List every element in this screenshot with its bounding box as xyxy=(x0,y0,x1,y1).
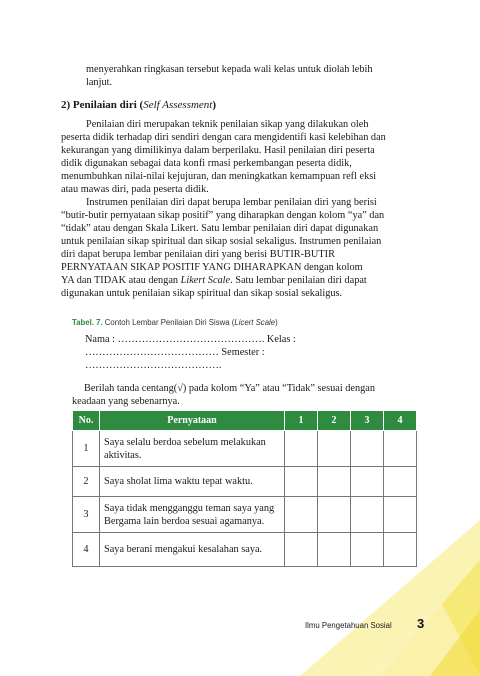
para1-line-1: Penilaian diri merupakan teknik penilaian sikap yang dilakukan oleh xyxy=(86,119,369,130)
para2-line-3: “tidak” atau dengan Skala Likert. Satu lembar penilaian diri dapat digunakan xyxy=(61,223,379,234)
para2-line-4: untuk penilaian sikap spiritual dan sikap sosial sekaligus. Instrumen penilaian xyxy=(61,236,382,247)
check-cell-2[interactable] xyxy=(318,467,351,497)
para1-line-6: atau mawas diri, pada peserta didik. xyxy=(61,184,209,195)
para2-line-1: Instrumen penilaian diri dapat berupa lembar penilaian diri yang berisi xyxy=(86,197,377,208)
check-cell-1[interactable] xyxy=(285,533,318,567)
row-statement: Saya tidak mengganggu teman saya yang Bergama lain berdoa sesuai agamanya. xyxy=(100,497,285,533)
check-cell-1[interactable] xyxy=(285,431,318,467)
row-statement: Saya selalu berdoa sebelum melakukan aktivitas. xyxy=(100,431,285,467)
instruction-line-2: keadaan yang sebenarnya. xyxy=(72,396,180,407)
header-scale-4: 4 xyxy=(384,411,417,431)
para2-line-7a: YA dan TIDAK atau dengan xyxy=(61,275,181,286)
table-caption xyxy=(72,318,278,327)
row-number: 1 xyxy=(73,431,100,467)
header-scale-2: 2 xyxy=(318,411,351,431)
para1-line-4: didik digunakan sebagai data konfi rmasi perkembangan peserta didik, xyxy=(61,158,352,169)
intro-paragraph xyxy=(86,63,416,89)
section-heading xyxy=(61,99,216,111)
table-row xyxy=(73,497,417,533)
header-scale-1: 1 xyxy=(285,411,318,431)
check-cell-4[interactable] xyxy=(384,431,417,467)
row-statement: Saya berani mengakui kesalahan saya. xyxy=(100,533,285,567)
table-caption-label: Tabel. 7. xyxy=(72,318,103,327)
header-scale-3: 3 xyxy=(351,411,384,431)
check-cell-1[interactable] xyxy=(285,497,318,533)
check-cell-2[interactable] xyxy=(318,533,351,567)
table-row xyxy=(73,467,417,497)
para2-line-6: PERNYATAAN SIKAP POSITIF YANG DIHARAPKAN dengan kolom xyxy=(61,262,363,273)
para1-line-5: menumbuhkan nilai-nilai kejujuran, dan meningkatkan kemampuan refl eksi xyxy=(61,171,377,182)
check-cell-3[interactable] xyxy=(351,467,384,497)
footer-page-number: 3 xyxy=(417,616,425,631)
header-statement: Pernyataan xyxy=(100,411,285,431)
row-number: 4 xyxy=(73,533,100,567)
table-header-row xyxy=(73,411,417,431)
footer-book-title: Ilmu Pengetahuan Sosial xyxy=(305,621,392,630)
check-cell-4[interactable] xyxy=(384,533,417,567)
check-cell-3[interactable] xyxy=(351,431,384,467)
check-cell-4[interactable] xyxy=(384,497,417,533)
section-heading-close: ) xyxy=(212,99,217,111)
table-row xyxy=(73,431,417,467)
para2-line-2: “butir-butir pernyataan sikap positif” yang diharapkan dengan kolom “ya” dan xyxy=(61,210,385,221)
check-cell-3[interactable] xyxy=(351,533,384,567)
intro-line-2: lanjut. xyxy=(86,77,113,88)
para1-line-2: peserta didik terhadap diri sendiri dengan cara mengidentifi kasi kelebihan dan xyxy=(61,132,386,143)
form-line-semester: ………………………………… Semester : xyxy=(85,347,265,358)
para2-likert-italic: Likert Scale xyxy=(180,275,231,286)
para2-line-7b: . Satu lembar penilaian diri dapat xyxy=(230,275,367,286)
check-cell-4[interactable] xyxy=(384,467,417,497)
table-caption-italic: Licert Scale xyxy=(234,318,276,327)
table-caption-text: Contoh Lembar Penilaian Diri Siswa ( xyxy=(102,318,235,327)
para2-line-5: diri dapat berupa lembar penilaian diri yang berisi BUTIR-BUTIR xyxy=(61,249,335,260)
self-assessment-table xyxy=(72,410,417,567)
para2-line-8: digunakan untuk penilaian sikap spiritual dan sikap sosial sekaligus. xyxy=(61,288,343,299)
paragraph-instrument xyxy=(61,196,417,300)
table-row xyxy=(73,533,417,567)
instruction-line-1: Berilah tanda centang(√) pada kolom “Ya” atau “Tidak” sesuai dengan xyxy=(84,383,376,394)
check-cell-1[interactable] xyxy=(285,467,318,497)
section-heading-italic: Self Assessment xyxy=(143,99,213,111)
intro-line-1: menyerahkan ringkasan tersebut kepada wali kelas untuk diolah lebih xyxy=(86,64,373,75)
form-line-name: Nama : ……………………………………. Kelas : xyxy=(85,334,296,345)
row-statement: Saya sholat lima waktu tepat waktu. xyxy=(100,467,285,497)
paragraph-self-assessment-definition xyxy=(61,118,417,196)
section-heading-number-title: 2) Penilaian diri ( xyxy=(61,99,144,111)
table-caption-close: ) xyxy=(275,318,278,327)
instruction-paragraph xyxy=(72,382,417,408)
identity-form xyxy=(85,333,415,372)
para1-line-3: kekurangan yang dimilikinya dalam berperilaku. Hasil penilaian diri peserta xyxy=(61,145,375,156)
header-no: No. xyxy=(73,411,100,431)
row-number: 3 xyxy=(73,497,100,533)
check-cell-3[interactable] xyxy=(351,497,384,533)
check-cell-2[interactable] xyxy=(318,497,351,533)
check-cell-2[interactable] xyxy=(318,431,351,467)
row-number: 2 xyxy=(73,467,100,497)
form-line-blank: …………………………………. xyxy=(85,360,222,371)
para2-line-7 xyxy=(61,274,417,287)
